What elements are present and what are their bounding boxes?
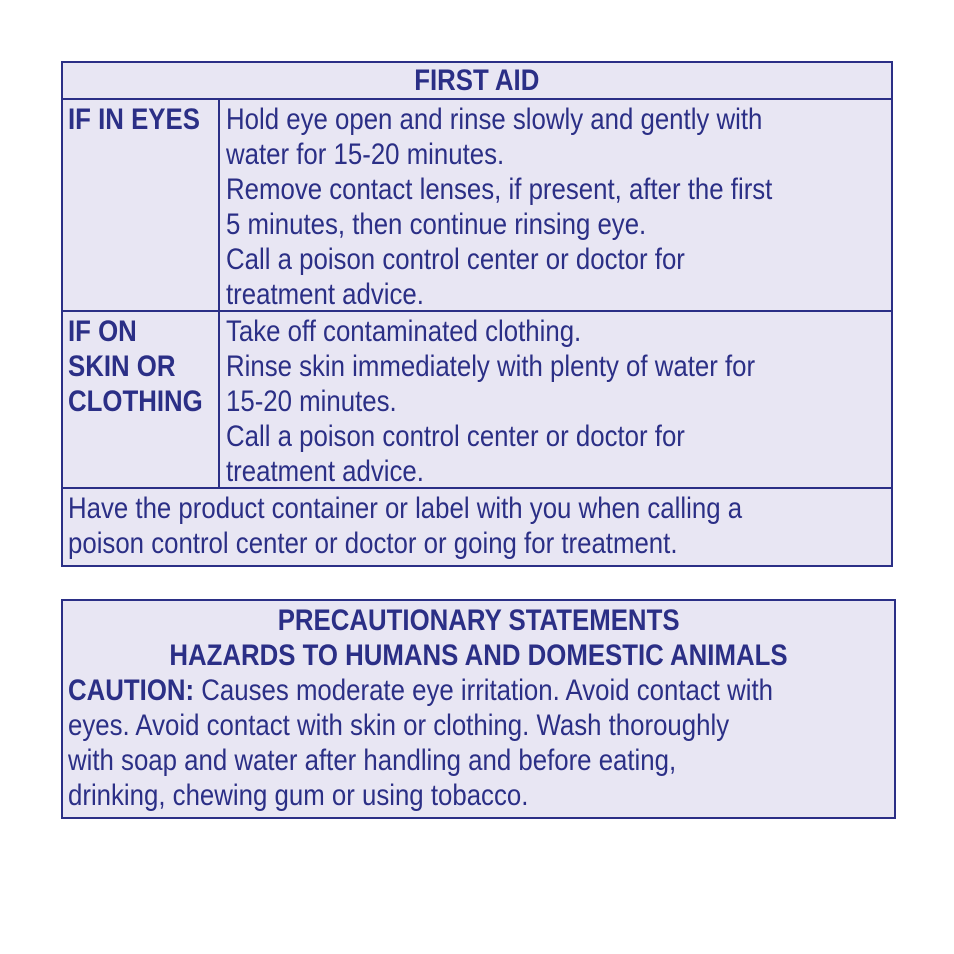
first-aid-footer (63, 489, 891, 567)
instruction-line: Take off contaminated clothing. (226, 315, 582, 348)
hazards-subtitle: HAZARDS TO HUMANS AND DOMESTIC ANIMALS (169, 639, 788, 672)
footer-line: poison control center or doctor or going for treatment. (68, 527, 678, 560)
precautionary-title: PRECAUTIONARY STATEMENTS (277, 604, 680, 637)
footer-line: Have the product container or label with you when calling a (68, 492, 743, 525)
if-on-skin-instructions (226, 314, 841, 489)
caution-text (68, 673, 888, 813)
instruction-line: 5 minutes, then continue rinsing eye. (226, 208, 647, 241)
instruction-line: Remove contact lenses, if present, after the first (226, 173, 773, 206)
caution-line (68, 673, 773, 708)
instruction-line: Rinse skin immediately with plenty of water for (226, 350, 756, 383)
instruction-line: treatment advice. (226, 278, 424, 311)
caution-line-text: Causes moderate eye irritation. Avoid contact with (194, 674, 774, 707)
instruction-line: Call a poison control center or doctor for (226, 243, 685, 276)
first-aid-panel (61, 61, 893, 567)
instruction-line: water for 15-20 minutes. (226, 138, 505, 171)
if-in-eyes-label: IF IN EYES (68, 103, 200, 136)
if-in-eyes-instructions (226, 102, 861, 312)
if-on-skin-label (68, 314, 225, 419)
instruction-line: Call a poison control center or doctor for (226, 420, 685, 453)
caution-line: with soap and water after handling and before eating, (68, 744, 677, 777)
instruction-line: 15-20 minutes. (226, 385, 397, 418)
precautionary-panel (61, 599, 896, 819)
label-line: SKIN OR (68, 350, 176, 383)
caution-label: CAUTION: (68, 674, 195, 707)
caution-line: drinking, chewing gum or using tobacco. (68, 779, 529, 812)
first-aid-header (63, 63, 891, 100)
if-in-eyes-row (63, 100, 891, 312)
caution-line: eyes. Avoid contact with skin or clothing. Wash thoroughly (68, 709, 730, 742)
if-on-skin-row (63, 312, 891, 489)
label-line: IF ON (68, 315, 137, 348)
instruction-line: treatment advice. (226, 455, 424, 488)
first-aid-title: FIRST AID (414, 64, 540, 97)
instruction-line: Hold eye open and rinse slowly and gently with (226, 103, 763, 136)
label-line: CLOTHING (68, 385, 203, 418)
